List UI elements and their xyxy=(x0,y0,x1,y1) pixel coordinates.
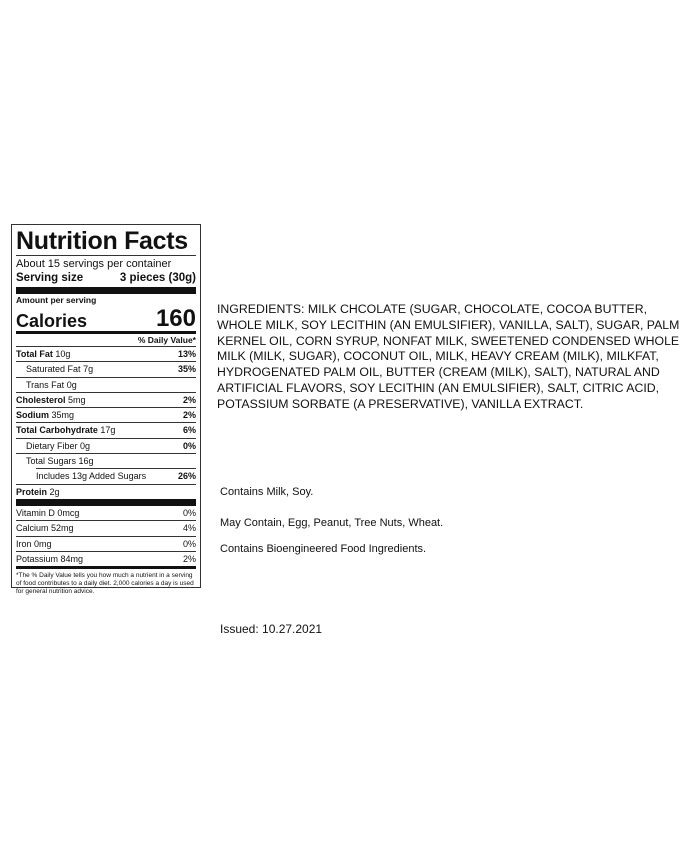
calories-value: 160 xyxy=(155,305,196,332)
amount-per-serving: Amount per serving xyxy=(16,295,97,305)
nutrient-pct: 26% xyxy=(177,471,196,482)
nutrient-label: Total Carbohydrate xyxy=(16,425,98,436)
nutrient-amount: 0g xyxy=(66,379,77,390)
nutrient-row-trans-fat xyxy=(16,378,196,392)
calories-label: Calories xyxy=(16,311,88,331)
serving-size-row xyxy=(16,271,196,287)
nutrient-pct: 13% xyxy=(177,349,196,359)
nutrient-amount: 2g xyxy=(49,486,60,497)
nutrient-pct: 35% xyxy=(177,364,196,375)
nutrition-facts-title: Nutrition Facts xyxy=(16,227,188,255)
vitamin-row-iron xyxy=(16,537,196,551)
nutrient-row-total-fat xyxy=(16,347,196,361)
vitamin-label: Vitamin D 0mcg xyxy=(16,507,80,518)
allergen-contains: Contains Milk, Soy. xyxy=(220,486,314,498)
ingredients-text: INGREDIENTS: MILK CHCOLATE (SUGAR, CHOCOLATE, COCOA BUTTER, WHOLE MILK, SOY LECITHIN (AN EMULSIFIER), VANILLA, SALT), SUGAR, PALM KERNEL OIL, CORN SYRUP, NONFAT MILK, SWEETENED CONDENSED WHOLE MILK (MILK, SUGAR), COCONUT OIL, MILK, HEAVY CREAM (MILK), MILKFAT, HYDROGENATED PALM OIL, BUTTER (CREAM (MILK), SALT), NATURAL AND ARTIFICIAL FLAVORS, SOY LECITHIN (AN EMULSIFIER), SALT, CITRIC ACID, POTASSIUM SORBATE (A PRESERVATIVE), VANILLA EXTRACT. xyxy=(217,302,680,411)
nutrient-label: Trans Fat xyxy=(26,379,65,390)
nutrient-amount: 16g xyxy=(78,456,94,467)
nutrient-amount: 35mg xyxy=(51,410,75,421)
nutrient-label: Saturated Fat xyxy=(26,364,81,375)
vitamin-label: Calcium 52mg xyxy=(16,523,74,534)
daily-value-footnote: *The % Daily Value tells you how much a nutrient in a serving of food contributes to a daily diet. 2,000 calories a day is used for general nutrition advice. xyxy=(16,572,194,596)
nutrient-pct: 2% xyxy=(182,394,196,405)
nutrient-row-added-sugars xyxy=(16,469,196,483)
nutrient-label: Total Sugars xyxy=(26,456,77,467)
nutrient-label: Dietary Fiber xyxy=(26,440,78,451)
nutrient-pct: 2% xyxy=(182,410,196,421)
vitamin-row-potassium xyxy=(16,552,196,566)
nutrient-label: Protein xyxy=(16,486,48,497)
daily-value-header: % Daily Value* xyxy=(137,335,196,345)
nutrition-facts-label xyxy=(11,224,201,596)
nutrient-amount: 10g xyxy=(55,349,71,359)
vitamin-pct: 0% xyxy=(182,538,196,549)
nutrient-label: Total Fat xyxy=(16,349,53,359)
calories-row xyxy=(16,305,196,331)
nutrient-amount: 5mg xyxy=(68,394,86,405)
nutrient-row-protein xyxy=(16,485,196,499)
nutrient-amount: 17g xyxy=(100,425,116,436)
vitamin-row-vitamin-d xyxy=(16,506,196,520)
nutrient-label: Cholesterol xyxy=(16,394,66,405)
serving-size-value: 3 pieces (30g) xyxy=(119,272,196,284)
nutrient-row-dietary-fiber xyxy=(16,439,196,453)
vitamin-pct: 0% xyxy=(182,507,196,518)
nutrient-row-sodium xyxy=(16,408,196,422)
nutrient-label: Includes 13g Added Sugars xyxy=(36,471,147,482)
nutrient-row-total-sugars xyxy=(16,454,196,468)
serving-size-label: Serving size xyxy=(16,272,84,284)
bioengineered-statement: Contains Bioengineered Food Ingredients. xyxy=(220,543,427,555)
nutrient-label: Sodium xyxy=(16,410,49,421)
vitamin-label: Potassium 84mg xyxy=(16,553,84,564)
vitamin-pct: 2% xyxy=(182,553,196,564)
nutrient-amount: 0g xyxy=(80,440,91,451)
issued-date: Issued: 10.27.2021 xyxy=(220,622,323,636)
nutrient-amount: 7g xyxy=(83,364,94,375)
nutrient-pct: 6% xyxy=(182,425,196,436)
allergen-may-contain: May Contain, Egg, Peanut, Tree Nuts, Wheat. xyxy=(220,517,444,529)
nutrient-row-saturated-fat xyxy=(16,362,196,376)
nutrient-pct: 0% xyxy=(182,440,196,451)
vitamin-pct: 4% xyxy=(182,523,196,534)
servings-per-container: About 15 servings per container xyxy=(16,258,172,270)
nutrient-row-cholesterol xyxy=(16,393,196,407)
nutrient-row-total-carbohydrate xyxy=(16,423,196,437)
vitamin-label: Iron 0mg xyxy=(16,538,52,549)
vitamin-row-calcium xyxy=(16,521,196,535)
